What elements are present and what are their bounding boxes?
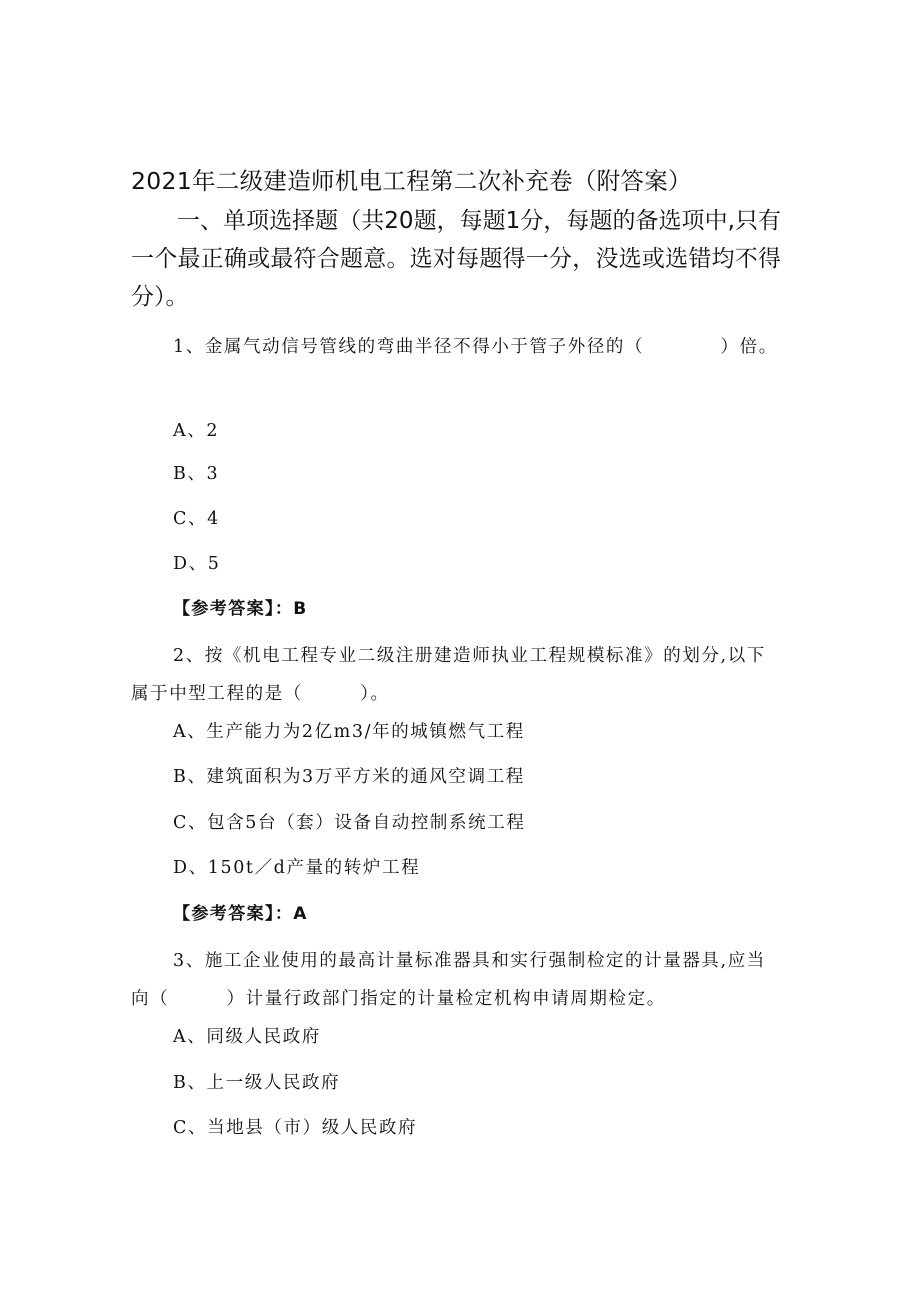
document-title: 2021年二级建造师机电工程第二次补充卷（附答案） bbox=[131, 167, 692, 195]
question-1-option-c: C、4 bbox=[173, 509, 220, 529]
question-2-option-b: B、建筑面积为3万平方米的通风空调工程 bbox=[173, 767, 525, 787]
question-1-option-a: A、2 bbox=[173, 421, 220, 441]
question-2-option-c: C、包含5台（套）设备自动控制系统工程 bbox=[173, 813, 526, 833]
question-3-option-b: B、上一级人民政府 bbox=[173, 1073, 341, 1093]
question-2-option-d: D、150t／d产量的转炉工程 bbox=[173, 858, 421, 878]
question-1-option-d: D、5 bbox=[173, 554, 221, 574]
section-instructions: 一、单项选择题（共20题，每题1分，每题的备选项中,只有一个最正确或最符合题意。选对每题得一分，没选或选错均不得分）。 bbox=[131, 208, 781, 310]
question-3-text: 3、施工企业使用的最高计量标准器具和实行强制检定的计量器具,应当向（ ）计量行政部门指定的计量检定机构申请周期检定。 bbox=[131, 951, 766, 1009]
question-1-answer: 【参考答案】：B bbox=[173, 599, 308, 619]
question-1-option-b: B、3 bbox=[173, 464, 220, 484]
question-3-option-a: A、同级人民政府 bbox=[173, 1027, 321, 1047]
question-3-option-c: C、当地县（市）级人民政府 bbox=[173, 1118, 418, 1138]
question-2-text: 2、按《机电工程专业二级注册建造师执业工程规模标准》的划分,以下属于中型工程的是（ ）。 bbox=[131, 646, 766, 704]
question-2-option-a: A、生产能力为2亿m3/年的城镇燃气工程 bbox=[173, 722, 525, 742]
question-2-answer: 【参考答案】：A bbox=[173, 904, 308, 924]
question-1-text: 1、金属气动信号管线的弯曲半径不得小于管子外径的（ ）倍。 bbox=[173, 337, 778, 357]
